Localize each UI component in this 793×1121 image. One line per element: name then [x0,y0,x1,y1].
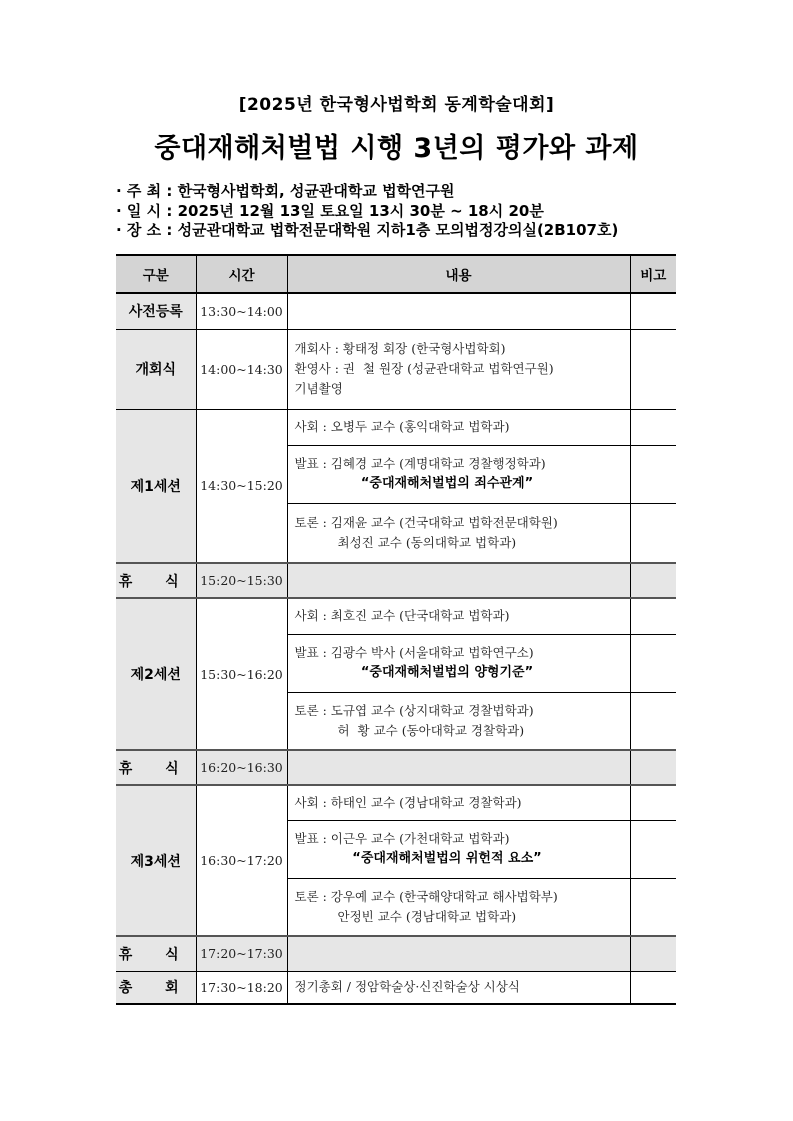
presenter-line: 발표 : 김혜경 교수 (계명대학교 경찰행정학과) [294,456,546,471]
header-time: 시간 [196,255,287,293]
note-cell [630,971,676,1004]
time-cell: 15:30~16:20 [196,598,287,750]
note-cell [630,634,676,692]
discussant-line-2: 허 황 교수 (동아대학교 경찰학과) [337,722,525,738]
category-cell [116,971,196,1004]
note-cell [630,598,676,634]
table-header-row [116,255,676,293]
category-cell [116,936,196,971]
content-cell [287,329,630,409]
category-cell [116,750,196,785]
break-label: 휴 식 [118,573,193,590]
event-subtitle: [2025년 한국형사법학회 동계학술대회] [238,95,555,115]
datetime-line: · 일 시 : 2025년 12월 13일 토요일 13시 30분 ~ 18시 20분 [116,201,544,220]
content-cell: 정기총회 / 정암학술상·신진학술상 시상식 [287,971,630,1004]
time-cell: 17:30~18:20 [196,971,287,1004]
schedule-table [116,254,676,1005]
note-cell [630,785,676,820]
table-row-general-meeting [116,971,676,1004]
commemorative-photo: 기념촬영 [294,381,343,396]
discussant-line-1: 토론 : 강우예 교수 (한국해양대학교 해사법학부) [294,888,558,904]
event-info [116,182,618,241]
discussant-cell [287,878,630,936]
welcome-address: 환영사 : 권 철 원장 (성균관대학교 법학연구원) [294,361,554,376]
note-cell [630,445,676,503]
content-cell [287,563,630,598]
discussant-cell [287,503,630,563]
content-cell [287,936,630,971]
category-cell: 사전등록 [116,293,196,329]
time-cell: 17:20~17:30 [196,936,287,971]
talk-title: “중대재해처벌법의 위헌적 요소” [352,851,542,866]
break-label: 휴 식 [118,946,193,963]
note-cell [630,878,676,936]
category-cell: 제2세션 [116,598,196,750]
category-cell: 제3세션 [116,785,196,936]
general-meeting-label: 총 회 [118,980,193,997]
venue-line: · 장 소 : 성균관대학교 법학전문대학원 지하1층 모의법정강의실(2B107호) [116,221,619,239]
note-cell [630,503,676,563]
note-cell [630,563,676,598]
time-cell: 16:30~17:20 [196,785,287,936]
break-label: 휴 식 [118,760,193,777]
presenter-cell [287,820,630,878]
table-row-opening [116,329,676,409]
presenter-cell [287,445,630,503]
table-row-session2-moderator [116,598,676,634]
time-cell: 14:00~14:30 [196,329,287,409]
presenter-cell [287,634,630,692]
presenter-line: 발표 : 이근우 교수 (가천대학교 법학과) [294,831,510,846]
header-note: 비고 [630,255,676,293]
opening-address: 개회사 : 황태정 회장 (한국형사법학회) [294,341,506,356]
presenter-line: 발표 : 김광수 박사 (서울대학교 법학연구소) [294,645,534,660]
note-cell [630,293,676,329]
table-row-session3-moderator [116,785,676,820]
content-cell [287,750,630,785]
table-row-break2 [116,750,676,785]
talk-title: “중대재해처벌법의 양형기준” [360,665,534,680]
time-cell: 15:20~15:30 [196,563,287,598]
discussant-line-2: 최성진 교수 (동의대학교 법학과) [337,534,517,550]
note-cell [630,820,676,878]
event-title: 중대재해처벌법 시행 3년의 평가와 과제 [154,133,639,164]
note-cell [630,936,676,971]
time-cell: 14:30~15:20 [196,409,287,563]
category-cell: 개회식 [116,329,196,409]
discussant-cell [287,692,630,750]
note-cell [630,329,676,409]
table-row-session1-moderator [116,409,676,445]
note-cell [630,692,676,750]
host-line: · 주 최 : 한국형사법학회, 성균관대학교 법학연구원 [116,182,455,200]
discussant-line-1: 토론 : 도규엽 교수 (상지대학교 경찰법학과) [294,702,534,718]
discussant-line-1: 토론 : 김재윤 교수 (건국대학교 법학전문대학원) [294,514,558,530]
moderator-cell: 사회 : 하태인 교수 (경남대학교 경찰학과) [287,785,630,820]
time-cell: 13:30~14:00 [196,293,287,329]
header-content: 내용 [287,255,630,293]
category-cell [116,563,196,598]
moderator-cell: 사회 : 최호진 교수 (단국대학교 법학과) [287,598,630,634]
time-cell: 16:20~16:30 [196,750,287,785]
talk-title: “중대재해처벌법의 죄수관계” [360,476,534,491]
table-row-registration [116,293,676,329]
category-cell: 제1세션 [116,409,196,563]
table-row-break1 [116,563,676,598]
discussant-line-2: 안정빈 교수 (경남대학교 법학과) [337,908,517,924]
moderator-cell: 사회 : 오병두 교수 (홍익대학교 법학과) [287,409,630,445]
header-category: 구분 [116,255,196,293]
table-row-break3 [116,936,676,971]
note-cell [630,750,676,785]
content-cell [287,293,630,329]
note-cell [630,409,676,445]
